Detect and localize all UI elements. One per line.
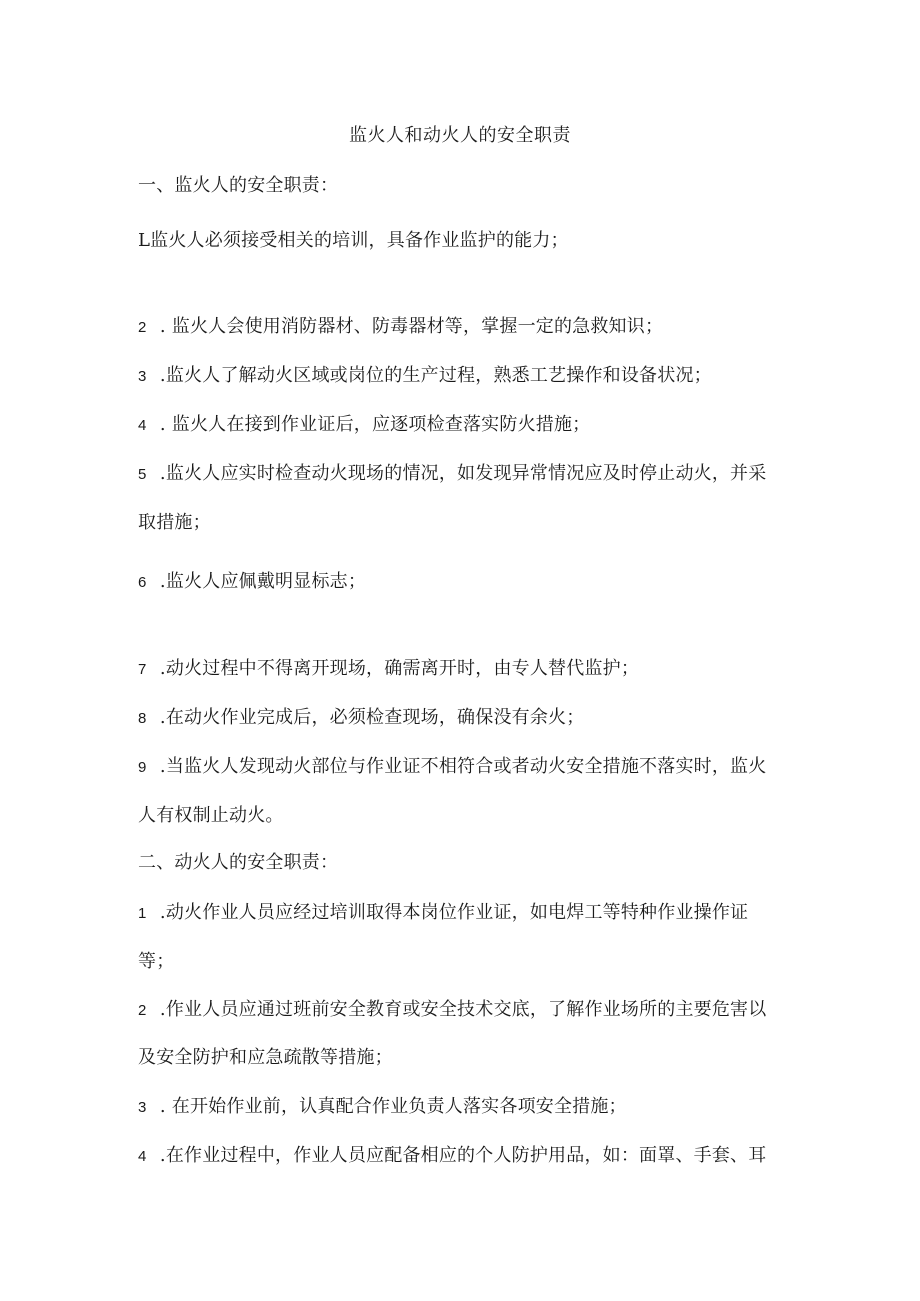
item-number: 4 [138, 417, 147, 434]
item-number: 1 [138, 905, 147, 922]
s2-item-3 [138, 1095, 627, 1120]
document-title: 监火人和动火人的安全职责 [349, 125, 571, 146]
item-text: .监火人了解动火区域或岗位的生产过程，熟悉工艺操作和设备状况； [154, 365, 712, 386]
item-number: 8 [138, 710, 147, 727]
item-number: 5 [138, 466, 147, 483]
s2-item-2-continuation: 及安全防护和应急疏散等措施； [138, 1047, 393, 1068]
s2-item-1 [138, 901, 748, 926]
s1-item-9-continuation: 人有权制止动火。 [138, 805, 284, 826]
s1-item-3 [138, 364, 712, 389]
item-text: . 监火人在接到作业证后，应逐项检查落实防火措施； [154, 414, 591, 435]
s2-item-4 [138, 1144, 766, 1169]
item-text: .当监火人发现动火部位与作业证不相符合或者动火安全措施不落实时，监火 [154, 756, 767, 777]
section-heading-1: 一、监火人的安全职责： [138, 175, 339, 196]
item-text: . 监火人会使用消防器材、防毒器材等，掌握一定的急救知识； [154, 316, 664, 337]
s1-item-7 [138, 657, 639, 682]
s1-item-1: L监火人必须接受相关的培训，具备作业监护的能力； [138, 230, 569, 251]
s1-item-2 [138, 315, 663, 340]
s1-item-9 [138, 755, 766, 780]
item-number: 3 [138, 1099, 147, 1116]
item-number: 2 [138, 1002, 147, 1019]
item-number: 4 [138, 1148, 147, 1165]
item-text: .动火过程中不得离开现场，确需离开时，由专人替代监护； [154, 658, 640, 679]
item-number: 7 [138, 661, 147, 678]
item-text: .在动火作业完成后，必须检查现场，确保没有余火； [154, 707, 585, 728]
section-heading-2: 二、动火人的安全职责： [138, 852, 339, 873]
item-number: 9 [138, 759, 147, 776]
item-text: . 在开始作业前，认真配合作业负责人落实各项安全措施； [154, 1096, 627, 1117]
item-number: 6 [138, 574, 147, 591]
item-text: .动火作业人员应经过培训取得本岗位作业证，如电焊工等特种作业操作证 [154, 902, 749, 923]
item-number: 3 [138, 368, 147, 385]
item-text: .在作业过程中，作业人员应配备相应的个人防护用品，如：面罩、手套、耳 [154, 1145, 767, 1166]
s1-item-8 [138, 706, 584, 731]
item-text: .监火人应佩戴明显标志； [154, 571, 367, 592]
s1-item-5-continuation: 取措施； [138, 512, 211, 533]
s2-item-1-continuation: 等； [138, 951, 175, 972]
s2-item-2 [138, 998, 766, 1023]
s1-item-5 [138, 462, 766, 487]
item-text: .监火人应实时检查动火现场的情况，如发现异常情况应及时停止动火，并采 [154, 463, 767, 484]
item-text: .作业人员应通过班前安全教育或安全技术交底，了解作业场所的主要危害以 [154, 999, 767, 1020]
s1-item-6 [138, 570, 366, 595]
item-number: 2 [138, 319, 147, 336]
s1-item-4 [138, 413, 590, 438]
